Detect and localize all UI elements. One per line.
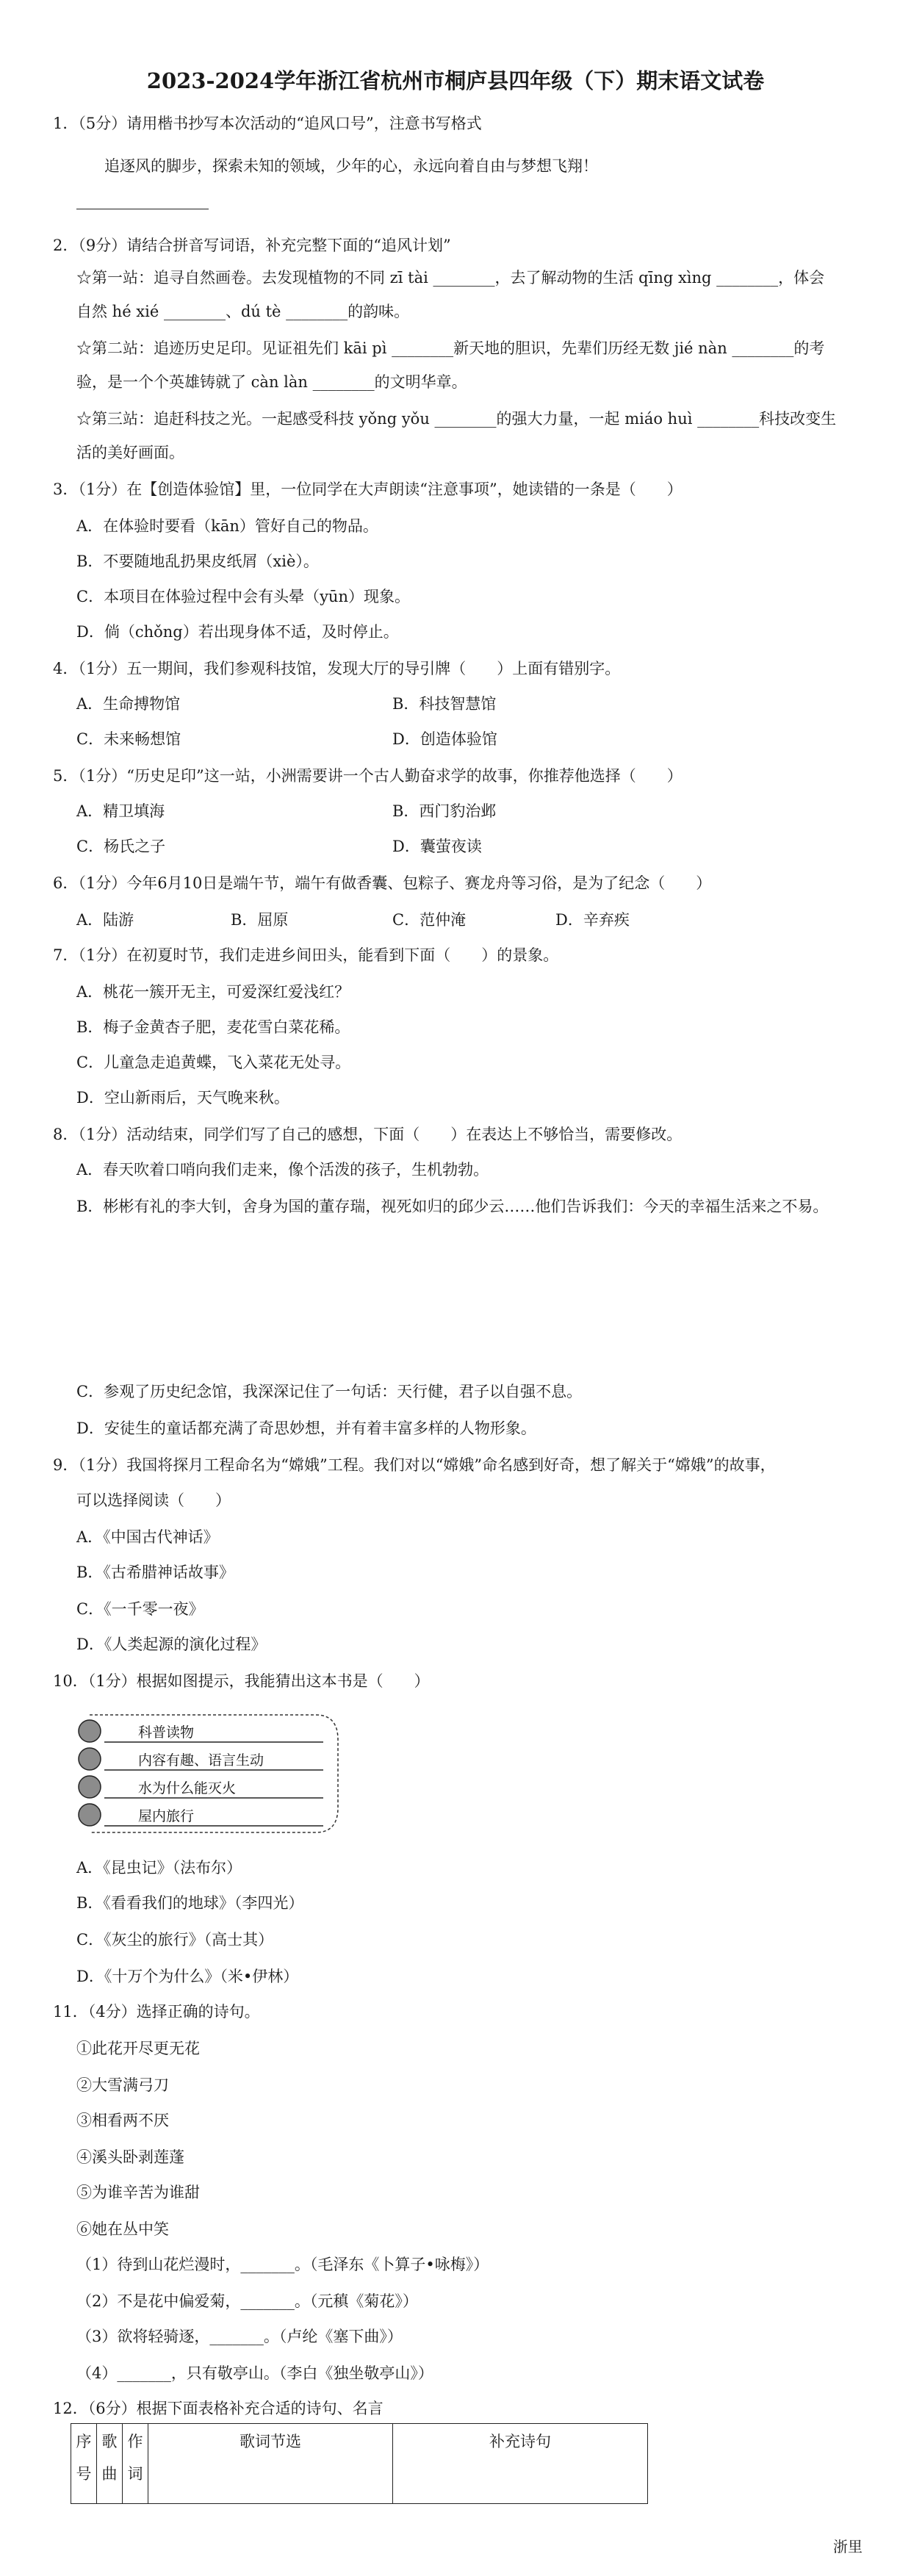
q5-option-d: D．囊萤夜读 bbox=[392, 838, 482, 855]
q9-stem-line-1: 9．（1分）我国将探月工程命名为“嫦娥”工程。我们对以“嫦娥”命名感到好奇，想了解关于“嫦娥”的故事， bbox=[53, 1456, 776, 1474]
q11-choice-6: ⑥她在丛中笑 bbox=[76, 2220, 169, 2238]
page-footer: 浙里 bbox=[833, 2538, 863, 2555]
q1-stem: 1．（5分）请用楷书抄写本次活动的“追风口号”，注意书写格式 bbox=[53, 115, 482, 132]
q9-option-d: D．《人类起源的演化过程》 bbox=[76, 1636, 267, 1653]
q6-option-a: A．陆游 bbox=[76, 911, 134, 929]
q1-slogan: 追逐风的脚步，探索未知的领域，少年的心，永远向着自由与梦想飞翔！ bbox=[104, 157, 598, 175]
q2-line-1: ☆第一站：追寻自然画卷。去发现植物的不同 zī tài ________，去了解动物的生活 qīng xìng ________，体会 bbox=[76, 269, 825, 287]
q2-line-3: ☆第二站：追迹历史足印。见证祖先们 kāi pì ________新天地的胆识，先辈们历经无数 jié nàn ________的考 bbox=[76, 339, 825, 357]
q11-choice-4: ④溪头卧剥莲蓬 bbox=[76, 2148, 184, 2166]
q4-option-b: B．科技智慧馆 bbox=[392, 695, 497, 713]
q11-sentence-4: （4）_______，只有敬亭山。（李白《独坐敬亭山》） bbox=[76, 2364, 433, 2382]
q11-choice-5: ⑤为谁辛苦为谁甜 bbox=[76, 2184, 200, 2201]
q11-sentence-3: （3）欲将轻骑逐，_______。（卢纶《塞下曲》） bbox=[76, 2328, 403, 2345]
bullet-circle-icon bbox=[79, 1748, 101, 1770]
q3-option-c: C．本项目在体验过程中会有头晕（yūn）现象。 bbox=[76, 588, 410, 605]
q6-stem: 6．（1分）今年6月10日是端午节，端午有做香囊、包粽子、赛龙舟等习俗，是为了纪念（ ） bbox=[53, 874, 712, 892]
figure-row-4 bbox=[79, 1804, 323, 1826]
q9-option-c: C．《一千零一夜》 bbox=[76, 1600, 204, 1618]
bullet-circle-icon bbox=[79, 1776, 101, 1798]
q8-option-a: A．春天吹着口哨向我们走来，像个活泼的孩子，生机勃勃。 bbox=[76, 1161, 489, 1179]
q4-option-c: C．未来畅想馆 bbox=[76, 730, 181, 748]
q3-option-d: D．倘（chǒng）若出现身体不适，及时停止。 bbox=[76, 623, 399, 641]
q4-option-d: D．创造体验馆 bbox=[392, 730, 497, 748]
q9-option-b: B．《古希腊神话故事》 bbox=[76, 1564, 234, 1581]
q2-line-6: 活的美好画面。 bbox=[76, 444, 184, 461]
q6-option-b: B．屈原 bbox=[231, 911, 289, 929]
table-header-poem: 补充诗句 bbox=[393, 2424, 648, 2504]
table-header-lyrics: 歌词节选 bbox=[148, 2424, 393, 2504]
q5-option-a: A．精卫填海 bbox=[76, 802, 165, 820]
q8-option-c: C．参观了历史纪念馆，我深深记住了一句话：天行健，君子以自强不息。 bbox=[76, 1383, 583, 1400]
q12-stem: 12．（6分）根据下面表格补充合适的诗句、名言 bbox=[53, 2400, 384, 2417]
figure-label-3: 水为什么能灭火 bbox=[138, 1780, 237, 1796]
q3-option-b: B．不要随地乱扔果皮纸屑（xiè）。 bbox=[76, 553, 319, 570]
q11-choice-3: ③相看两不厌 bbox=[76, 2112, 169, 2129]
q11-choice-2: ②大雪满弓刀 bbox=[76, 2076, 169, 2094]
bullet-circle-icon bbox=[79, 1720, 101, 1742]
q7-stem: 7．（1分）在初夏时节，我们走进乡间田头，能看到下面（ ）的景象。 bbox=[53, 946, 559, 964]
figure-row-3 bbox=[79, 1776, 323, 1798]
figure-label-4: 屋内旅行 bbox=[138, 1808, 195, 1824]
q2-stem: 2．（9分）请结合拼音写词语，补充完整下面的“追风计划” bbox=[53, 237, 451, 254]
q10-option-b: B．《看看我们的地球》（李四光） bbox=[76, 1894, 304, 1912]
q10-option-c: C．《灰尘的旅行》（高士其） bbox=[76, 1931, 274, 1949]
bullet-circle-icon bbox=[79, 1804, 101, 1826]
table-header-index: 序 号 bbox=[71, 2424, 97, 2504]
q11-sentence-2: （2）不是花中偏爱菊，_______。（元稹《菊花》） bbox=[76, 2292, 418, 2310]
q8-stem: 8．（1分）活动结束，同学们写了自己的感想，下面（ ）在表达上不够恰当，需要修改。 bbox=[53, 1126, 683, 1143]
figure-dashed-border bbox=[90, 1715, 338, 1832]
q4-stem: 4．（1分）五一期间，我们参观科技馆，发现大厅的导引牌（ ）上面有错别字。 bbox=[53, 660, 621, 677]
q7-option-d: D．空山新雨后，天气晚来秋。 bbox=[76, 1089, 289, 1107]
q12-table bbox=[71, 2423, 648, 2504]
q3-stem: 3．（1分）在【创造体验馆】里，一位同学在大声朗读“注意事项”，她读错的一条是（ ） bbox=[53, 481, 683, 498]
table-header-lyricist: 作 词 bbox=[123, 2424, 148, 2504]
q5-option-c: C．杨氏之子 bbox=[76, 838, 166, 855]
q7-option-b: B．梅子金黄杏子肥，麦花雪白菜花稀。 bbox=[76, 1018, 350, 1036]
q2-line-2: 自然 hé xié ________、dú tè ________的韵味。 bbox=[76, 303, 410, 320]
figure-label-1: 科普读物 bbox=[138, 1724, 195, 1741]
q2-line-4: 验，是一个个英雄铸就了 càn làn ________的文明华章。 bbox=[76, 373, 467, 391]
q4-option-a: A．生命搏物馆 bbox=[76, 695, 181, 713]
q6-option-d: D．辛弃疾 bbox=[555, 911, 630, 929]
q7-option-c: C．儿童急走追黄蝶，飞入菜花无处寻。 bbox=[76, 1054, 351, 1071]
q11-sentence-1: （1）待到山花烂漫时，_______。（毛泽东《卜算子•咏梅》） bbox=[76, 2256, 489, 2273]
page-title: 2023-2024学年浙江省杭州市桐庐县四年级（下）期末语文试卷 bbox=[146, 68, 765, 93]
table-header-song: 歌 曲 bbox=[97, 2424, 123, 2504]
q8-option-d: D．安徒生的童话都充满了奇思妙想，并有着丰富多样的人物形象。 bbox=[76, 1420, 536, 1437]
q3-option-a: A．在体验时要看（kān）管好自己的物品。 bbox=[76, 517, 378, 535]
figure-label-2: 内容有趣、语言生动 bbox=[138, 1752, 264, 1769]
q10-option-a: A．《昆虫记》（法布尔） bbox=[76, 1859, 242, 1877]
q9-stem-line-2: 可以选择阅读（ ） bbox=[76, 1492, 231, 1509]
q11-stem: 11．（4分）选择正确的诗句。 bbox=[53, 2003, 260, 2021]
figure-row-1 bbox=[79, 1720, 323, 1742]
q8-option-b: B．彬彬有礼的李大钊，舍身为国的董存瑞，视死如归的邱少云……他们告诉我们：今天的幸福生活来之不易。 bbox=[76, 1198, 829, 1215]
q5-stem: 5．（1分）“历史足印”这一站，小洲需要讲一个古人勤奋求学的故事，你推荐他选择（ ） bbox=[53, 767, 683, 785]
q11-choice-1: ①此花开尽更无花 bbox=[76, 2040, 200, 2057]
q5-option-b: B．西门豹治邺 bbox=[392, 802, 497, 820]
q10-stem: 10．（1分）根据如图提示，我能猜出这本书是（ ） bbox=[53, 1672, 430, 1690]
table-header-row bbox=[71, 2424, 648, 2504]
q9-option-a: A．《中国古代神话》 bbox=[76, 1528, 219, 1546]
q7-option-a: A．桃花一簇开无主，可爱深红爱浅红？ bbox=[76, 983, 350, 1001]
figure-row-2 bbox=[79, 1748, 323, 1770]
q6-option-c: C．范仲淹 bbox=[392, 911, 467, 929]
q10-hint-figure bbox=[73, 1710, 342, 1835]
q2-line-5: ☆第三站：追赶科技之光。一起感受科技 yǒng yǒu ________的强大力量，一起 miáo huì ________科技改变生 bbox=[76, 410, 837, 428]
q10-option-d: D．《十万个为什么》（米•伊林） bbox=[76, 1968, 299, 1985]
